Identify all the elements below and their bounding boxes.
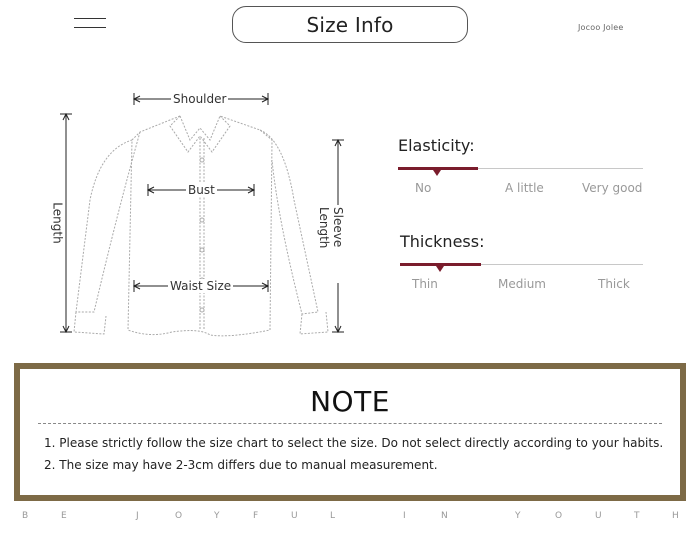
- footer-letter: J: [136, 511, 139, 521]
- waist-label: Waist Size: [170, 279, 232, 293]
- footer-letter: F: [253, 511, 259, 521]
- elasticity-title: Elasticity:: [398, 136, 475, 155]
- footer-letter: L: [330, 511, 336, 521]
- elasticity-marker-icon: [433, 170, 441, 176]
- note-line-2: 2. The size may have 2-3cm differs due to manual measurement.: [44, 458, 438, 472]
- note-frame: [14, 363, 686, 501]
- note-line-1: 1. Please strictly follow the size chart to select the size. Do not select directly according to your habits.: [44, 436, 664, 450]
- elasticity-option-very-good: Very good: [582, 181, 643, 195]
- note-divider: [38, 423, 662, 424]
- thickness-marker-icon: [436, 266, 444, 272]
- thickness-option-thin: Thin: [412, 277, 438, 291]
- page-title: Size Info: [232, 6, 468, 43]
- length-label: Length: [50, 202, 65, 244]
- shirt-diagram: [40, 80, 370, 350]
- sleeve-length-label: Sleeve Length: [317, 205, 345, 283]
- footer-letter: O: [555, 511, 563, 521]
- elasticity-option-no: No: [415, 181, 432, 195]
- footer-letter: Y: [515, 511, 521, 521]
- footer-letter: B: [22, 511, 29, 521]
- thickness-option-thick: Thick: [598, 277, 630, 291]
- thickness-title: Thickness:: [400, 232, 485, 251]
- footer-letter: U: [595, 511, 602, 521]
- note-title: NOTE: [310, 385, 390, 418]
- bust-label: Bust: [188, 183, 215, 197]
- brand-name: Jocoo Jolee: [578, 23, 624, 32]
- footer-letter: H: [672, 511, 679, 521]
- shoulder-label: Shoulder: [173, 92, 227, 106]
- menu-icon[interactable]: [74, 17, 106, 29]
- thickness-option-medium: Medium: [498, 277, 546, 291]
- footer-letter: N: [441, 511, 448, 521]
- footer-letter: U: [291, 511, 298, 521]
- footer-letter: T: [634, 511, 640, 521]
- footer-letter: I: [403, 511, 406, 521]
- footer-letter: O: [175, 511, 183, 521]
- footer-letter: E: [61, 511, 67, 521]
- elasticity-option-a-little: A little: [505, 181, 544, 195]
- footer-letter: Y: [214, 511, 220, 521]
